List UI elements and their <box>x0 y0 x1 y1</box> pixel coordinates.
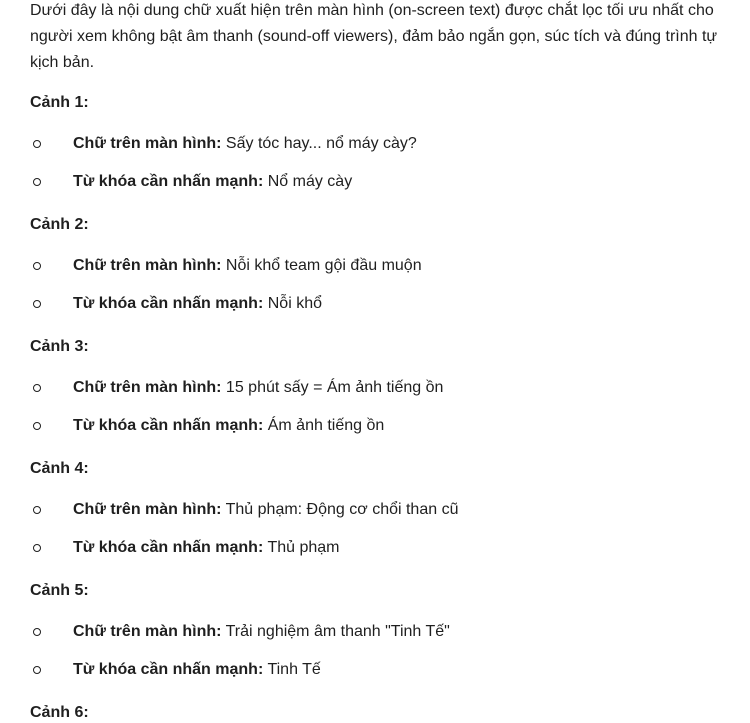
item-value: Thủ phạm: Động cơ chổi than cũ <box>225 501 459 518</box>
item-value: Trải nghiệm âm thanh "Tinh Tế" <box>225 623 450 640</box>
hollow-bullet-icon <box>33 300 41 308</box>
item-value: Nổ máy cày <box>267 173 353 190</box>
scene-heading-1: Cảnh 1: <box>30 94 89 111</box>
item-label: Chữ trên màn hình: <box>73 257 222 274</box>
hollow-bullet-icon <box>33 140 41 148</box>
item-label: Từ khóa cần nhấn mạnh: <box>73 539 264 556</box>
item-value: Thủ phạm <box>267 539 340 556</box>
item-label: Từ khóa cần nhấn mạnh: <box>73 173 264 190</box>
item-label: Chữ trên màn hình: <box>73 135 222 152</box>
item-label: Từ khóa cần nhấn mạnh: <box>73 295 264 312</box>
hollow-bullet-icon <box>33 544 41 552</box>
item-value: Nỗi khổ team gội đầu muộn <box>225 257 422 274</box>
item-label: Chữ trên màn hình: <box>73 379 222 396</box>
hollow-bullet-icon <box>33 666 41 674</box>
hollow-bullet-icon <box>33 384 41 392</box>
scene-heading-2: Cảnh 2: <box>30 216 89 233</box>
item-label: Chữ trên màn hình: <box>73 501 222 518</box>
hollow-bullet-icon <box>33 178 41 186</box>
item-value: Sấy tóc hay... nổ máy cày? <box>225 135 417 152</box>
hollow-bullet-icon <box>33 422 41 430</box>
hollow-bullet-icon <box>33 506 41 514</box>
scene-heading-4: Cảnh 4: <box>30 460 89 477</box>
item-value: 15 phút sấy = Ám ảnh tiếng ồn <box>225 379 444 396</box>
item-value: Nỗi khổ <box>267 295 322 312</box>
hollow-bullet-icon <box>33 628 41 636</box>
scene-heading-5: Cảnh 5: <box>30 582 89 599</box>
item-value: Tinh Tế <box>267 661 321 678</box>
hollow-bullet-icon <box>33 262 41 270</box>
scene-heading-3: Cảnh 3: <box>30 338 89 355</box>
item-value: Ám ảnh tiếng ồn <box>267 417 385 434</box>
scene-heading-6: Cảnh 6: <box>30 704 89 721</box>
item-label: Chữ trên màn hình: <box>73 623 222 640</box>
item-label: Từ khóa cần nhấn mạnh: <box>73 417 264 434</box>
intro-paragraph: Dưới đây là nội dung chữ xuất hiện trên màn hình (on-screen text) được chắt lọc tối ưu nhất cho người xem không bật âm thanh (sound-off viewers), đảm bảo ngắn gọn, súc tích và đúng trình tự kịch bản. <box>30 2 718 71</box>
item-label: Từ khóa cần nhấn mạnh: <box>73 661 264 678</box>
